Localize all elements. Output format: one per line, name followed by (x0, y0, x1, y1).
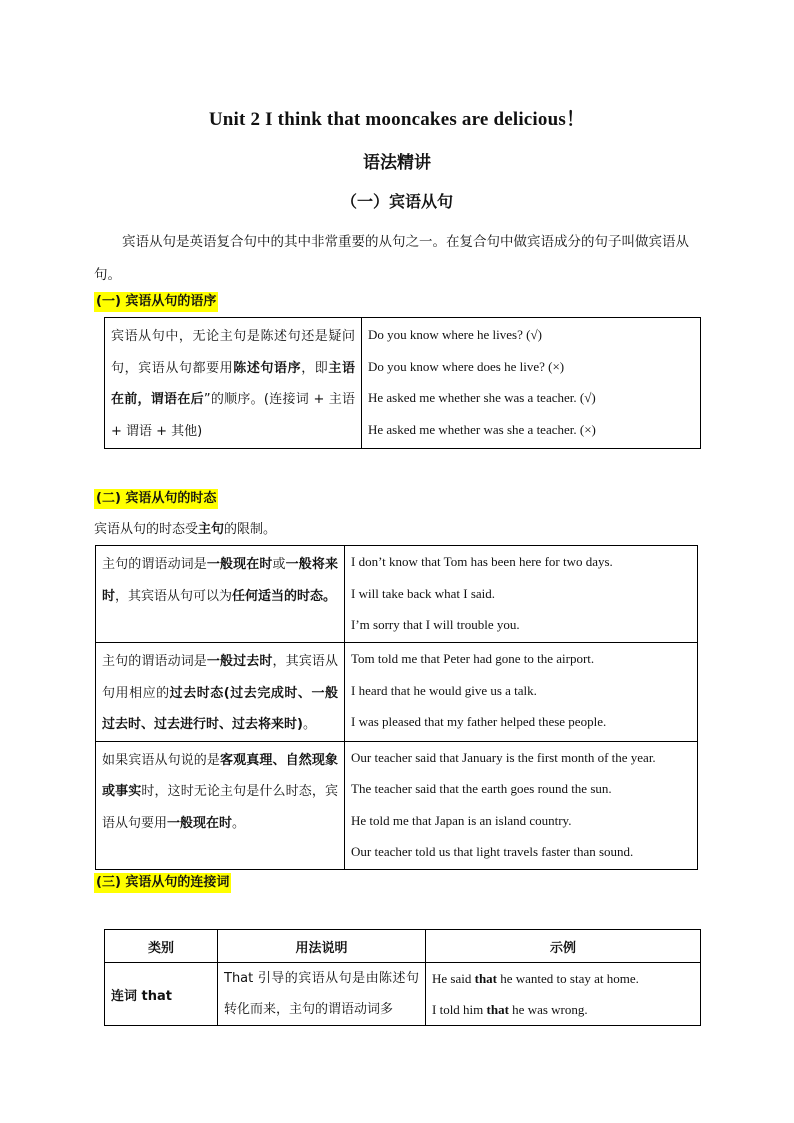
column-header: 用法说明 (218, 930, 426, 963)
example-sentence: I will take back what I said. (351, 585, 496, 601)
table-row (105, 963, 701, 1026)
section3-heading: (三) 宾语从句的连接词 (94, 873, 231, 893)
tense-examples (345, 643, 698, 742)
example-sentence: He asked me whether she was a teacher. (√) (368, 390, 596, 405)
example-sentence: Do you know where does he live? (×) (368, 358, 565, 374)
table-row (96, 546, 698, 643)
example-sentence: I’m sorry that I will trouble you. (351, 617, 520, 632)
example-sentence: I told him that he was wrong. (432, 1002, 588, 1017)
word-order-rule: 宾语从句中，无论主句是陈述句还是疑问句，宾语从句都要用陈述句语序，即主语在前，谓语在后”的顺序。(连接词 + 主语 + 谓语 + 其他) (105, 318, 362, 449)
tense-table (95, 545, 698, 870)
example-sentence: I was pleased that my father helped these people. (351, 714, 607, 729)
example-sentence: He asked me whether was she a teacher. (×) (368, 421, 596, 437)
word-order-examples (362, 318, 701, 449)
connective-category: 连词 that (105, 963, 218, 1026)
table-row (96, 741, 698, 869)
tense-examples (345, 741, 698, 869)
example-sentence: I don’t know that Tom has been here for two days. (351, 554, 613, 569)
example-sentence: Do you know where he lives? (√) (368, 327, 542, 342)
example-sentence: He said that he wanted to stay at home. (432, 971, 639, 986)
tense-note: 宾语从句的时态受主句的限制。 (94, 522, 277, 537)
example-sentence: He told me that Japan is an island country. (351, 812, 572, 828)
tense-examples (345, 546, 698, 643)
page-subtitle: 语法精讲 (363, 153, 431, 173)
connective-examples (426, 963, 701, 1026)
column-header: 类别 (105, 930, 218, 963)
section1-heading: (一) 宾语从句的语序 (94, 292, 218, 312)
example-sentence: Our teacher said that January is the first month of the year. (351, 749, 656, 765)
page-title: Unit 2 I think that mooncakes are delicious！ (208, 109, 586, 130)
example-sentence: Our teacher told us that light travels faster than sound. (351, 844, 634, 859)
tense-rule: 主句的谓语动词是一般过去时，其宾语从句用相应的过去时态(过去完成时、一般过去时、过去进行时、过去将来时)。 (96, 643, 345, 742)
connective-table (104, 929, 701, 1026)
intro-paragraph: 宾语从句是英语复合句中的其中非常重要的从句之一。在复合句中做宾语成分的句子叫做宾语从句。 (94, 234, 689, 283)
example-sentence: The teacher said that the earth goes round the sun. (351, 781, 612, 796)
tense-rule: 如果宾语从句说的是客观真理、自然现象或事实时，这时无论主句是什么时态，宾语从句要用一般现在时。 (96, 741, 345, 869)
section-title: （一）宾语从句 (340, 192, 453, 211)
example-sentence: Tom told me that Peter had gone to the airport. (351, 651, 595, 666)
table-row (96, 643, 698, 742)
word-order-table (104, 317, 701, 449)
column-header: 示例 (426, 930, 701, 963)
table-header-row (105, 930, 701, 963)
section2-heading: (二) 宾语从句的时态 (94, 489, 218, 509)
example-sentence: I heard that he would give us a talk. (351, 682, 537, 698)
tense-rule: 主句的谓语动词是一般现在时或一般将来时，其宾语从句可以为任何适当的时态。 (96, 546, 345, 643)
connective-usage: That 引导的宾语从句是由陈述句转化而来，主句的谓语动词多 (218, 963, 426, 1026)
